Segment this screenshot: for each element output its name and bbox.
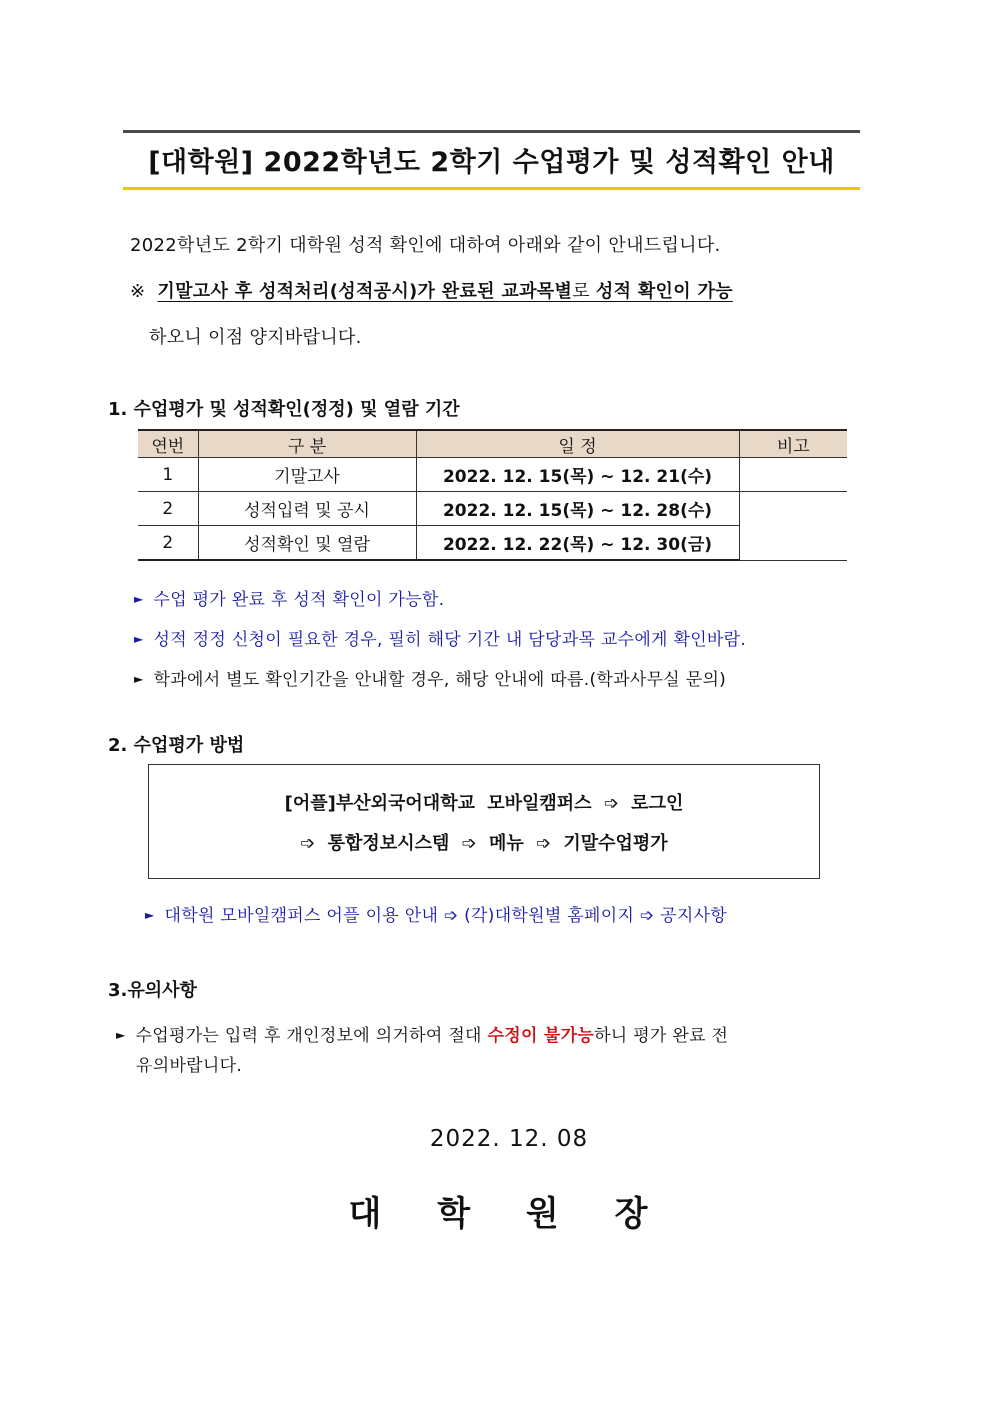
triangle-bullet-icon: ► <box>134 672 144 686</box>
cell-schedule: 2022. 12. 22(목) ~ 12. 30(금) <box>416 526 739 561</box>
caution-note: ► 수업평가는 입력 후 개인정보에 의거하여 절대 수정이 불가능하니 평가 완료 전 <box>116 1026 729 1046</box>
cell-remark <box>739 492 847 561</box>
app-guide-note: ► 대학원 모바일캠퍼스 어플 이용 안내 ➩ (각)대학원별 홈페이지 ➩ 공지사항 <box>145 906 728 926</box>
cell-remark <box>739 458 847 492</box>
section1-heading: 1. 수업평가 및 성적확인(정정) 및 열람 기간 <box>108 399 460 420</box>
issue-date: 2022. 12. 08 <box>429 1126 589 1152</box>
title-bottom-rule <box>123 187 860 190</box>
note-item: ► 학과에서 별도 확인기간을 안내할 경우, 해당 안내에 따름.(학과사무실 문의) <box>134 670 727 690</box>
caution-note-continuation: 유의바랍니다. <box>136 1056 243 1076</box>
notice-mark: ※ <box>130 281 146 302</box>
intro-text: 2022학년도 2학기 대학원 성적 확인에 대하여 아래와 같이 안내드립니다. <box>130 235 721 256</box>
triangle-bullet-icon: ► <box>116 1028 126 1042</box>
section3-heading: 3.유의사항 <box>108 980 197 1001</box>
method-line-2: ➩ 통합정보시스템 ➩ 메뉴 ➩ 기말수업평가 <box>300 833 668 854</box>
cell-no: 1 <box>138 458 198 492</box>
page-title: [대학원] 2022학년도 2학기 수업평가 및 성적확인 안내 <box>148 147 835 178</box>
header-remark: 비고 <box>739 430 847 458</box>
notice-emphasis: 기말고사 후 성적처리(성적공시)가 완료된 교과목별로 성적 확인이 가능 <box>157 281 733 302</box>
note-item: ► 성적 정정 신청이 필요한 경우, 필히 해당 기간 내 담당과목 교수에게 확인바람. <box>134 630 747 650</box>
cell-schedule: 2022. 12. 15(목) ~ 12. 21(수) <box>416 458 739 492</box>
triangle-bullet-icon: ► <box>134 632 144 646</box>
triangle-bullet-icon: ► <box>145 908 155 922</box>
method-line-1: [어플]부산외국어대학교 모바일캠퍼스 ➩ 로그인 <box>284 793 684 814</box>
cell-schedule: 2022. 12. 15(목) ~ 12. 28(수) <box>416 492 739 526</box>
cell-category: 성적입력 및 공시 <box>198 492 416 526</box>
cell-no: 2 <box>138 492 198 526</box>
notice-line <box>130 277 733 303</box>
signer-name: 대 학 원 장 <box>348 1194 670 1234</box>
cell-category: 성적확인 및 열람 <box>198 526 416 561</box>
method-box <box>148 764 820 879</box>
section2-heading: 2. 수업평가 방법 <box>108 735 245 756</box>
note-item: ► 수업 평가 완료 후 성적 확인이 가능함. <box>134 590 445 610</box>
table-row <box>138 458 847 492</box>
header-schedule: 일 정 <box>416 430 739 458</box>
schedule-table <box>138 429 847 561</box>
table-header-row <box>138 430 847 458</box>
emphasis-text: 수정이 불가능 <box>487 1026 595 1046</box>
notice-continuation: 하오니 이점 양지바랍니다. <box>149 327 362 348</box>
cell-no: 2 <box>138 526 198 561</box>
cell-category: 기말고사 <box>198 458 416 492</box>
title-top-rule <box>123 130 860 133</box>
header-category: 구 분 <box>198 430 416 458</box>
triangle-bullet-icon: ► <box>134 592 144 606</box>
header-no: 연번 <box>138 430 198 458</box>
table-row <box>138 492 847 526</box>
